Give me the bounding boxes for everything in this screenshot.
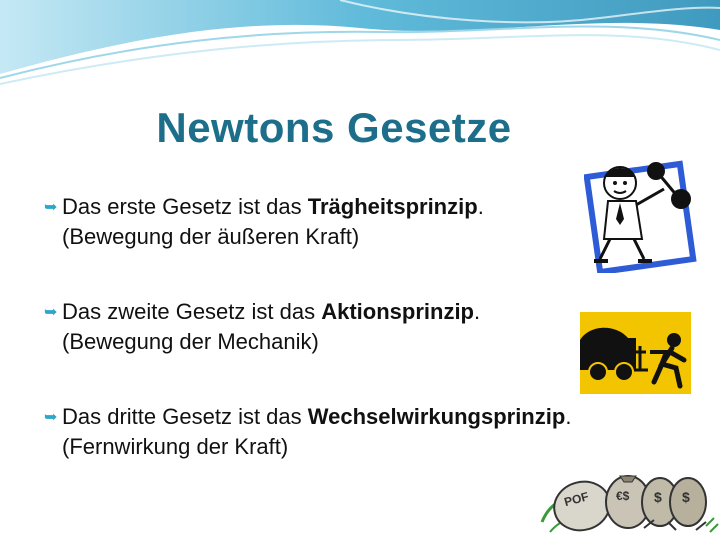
bullet-detail: (Fernwirkung der Kraft) — [62, 434, 289, 459]
weightlifter-clipart — [584, 155, 699, 273]
bullet-text-suffix: . — [474, 299, 481, 324]
bullet-detail: (Bewegung der äußeren Kraft) — [62, 224, 360, 249]
bullet-arrow-icon: ➥ — [44, 199, 58, 216]
bullet-item-1 — [44, 192, 484, 251]
bullet-text-suffix: . — [565, 404, 572, 429]
bag-label: €$ — [616, 489, 630, 503]
bullet-text-prefix: Das erste Gesetz ist das — [62, 194, 308, 219]
bullet-arrow-icon: ➥ — [44, 409, 58, 426]
money-bags-clipart — [536, 462, 720, 540]
bullet-item-2 — [44, 297, 480, 356]
bullet-detail: (Bewegung der Mechanik) — [62, 329, 319, 354]
bullet-text-suffix: . — [477, 194, 484, 219]
header-wave-decoration — [0, 0, 720, 90]
bullet-text-bold: Wechselwirkungsprinzip — [307, 404, 566, 429]
bullet-text-prefix: Das zweite Gesetz ist das — [62, 299, 322, 324]
bullet-text-prefix: Das dritte Gesetz ist das — [62, 404, 308, 429]
bullet-text-bold: Aktionsprinzip — [321, 299, 474, 324]
bag-label: POF — [562, 489, 591, 510]
bullet-text-bold: Trägheitsprinzip — [307, 194, 478, 219]
bullet-arrow-icon: ➥ — [44, 304, 58, 321]
bag-label: $ — [682, 489, 690, 505]
bullet-item-3 — [44, 402, 571, 461]
slide-title: Newtons Gesetze — [156, 104, 512, 151]
car-push-clipart — [576, 308, 695, 398]
bag-label: $ — [654, 489, 662, 505]
